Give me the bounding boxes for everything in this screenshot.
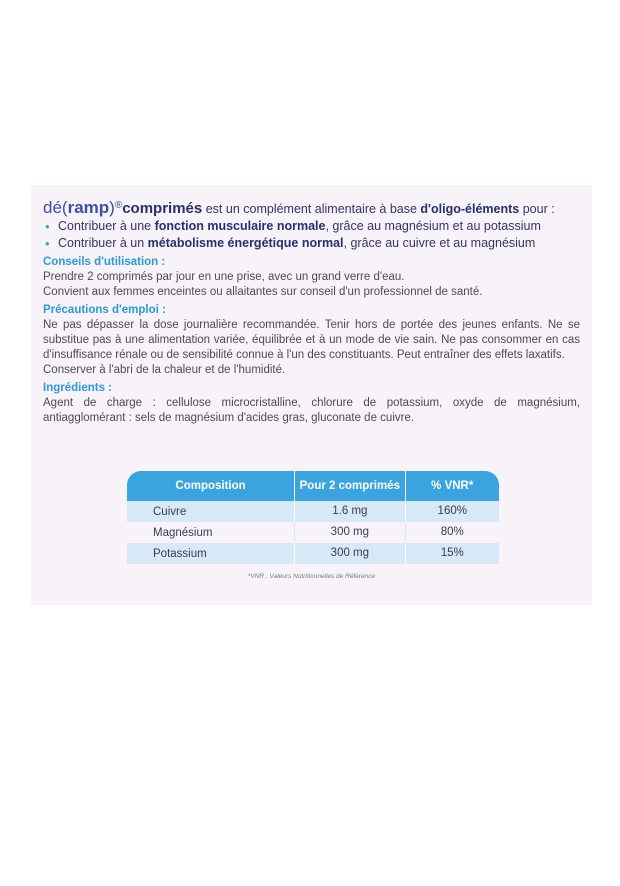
- bullet-icon: •: [45, 219, 50, 235]
- table-cell: 300 mg: [294, 522, 404, 543]
- column-header-composition: Composition: [175, 480, 246, 492]
- table-cell: Magnésium: [153, 526, 213, 539]
- table-cell: 15%: [405, 543, 499, 564]
- benefits-list: [43, 218, 580, 252]
- list-item: • Contribuer à une fonction musculaire normale, grâce au magnésium et au potassium: [45, 219, 541, 235]
- column-header-dose: Pour 2 comprimés: [294, 471, 404, 501]
- ingredients-text: Agent de charge : cellulose microcristalline, chlorure de potassium, oxyde de magnésium, antiagglomérant : sels de magnésium d'acides gras, gluconate de cuivre.: [43, 397, 580, 425]
- table-cell: 1.6 mg: [294, 501, 404, 522]
- intro-text-2: pour :: [519, 202, 555, 217]
- precautions-text-2: Conserver à l'abri de la chaleur et de l'humidité.: [43, 364, 286, 377]
- table-cell: 160%: [405, 501, 499, 522]
- precautions-heading: Précautions d'emploi :: [43, 304, 166, 317]
- registered-mark: ®: [114, 200, 123, 211]
- intro-text-1: est un complément alimentaire à base: [202, 202, 421, 217]
- table-cell: 80%: [405, 522, 499, 543]
- column-header-vnr: % VNR*: [405, 471, 500, 501]
- product-info-card: [31, 185, 592, 605]
- brand-logo: dé(ramp): [43, 198, 115, 218]
- intro-bold: d'oligo-éléments: [420, 202, 520, 217]
- bullet-icon: •: [45, 236, 50, 252]
- brand-word: comprimés: [122, 200, 203, 218]
- table-row: [127, 522, 499, 543]
- table-row: [127, 501, 499, 522]
- table-cell: Cuivre: [153, 505, 187, 518]
- usage-heading: Conseils d'utilisation :: [43, 256, 166, 269]
- intro-line: [43, 197, 580, 218]
- table-cell: Potassium: [153, 547, 207, 560]
- precautions-text-1: Ne pas dépasser la dose journalière recommandée. Tenir hors de portée des jeunes enfants. Ne se substitue pas à une alimentation variée, équilibrée et à un mode de vie sain. Ne pas consommer en cas d'insuffisance rénale ou de sensibilité connue à l'un des constituants. Peut entraîner des effets laxatifs.: [43, 319, 580, 362]
- footnote: *VNR : Valeurs Nutritionnelles de Référence: [247, 573, 376, 580]
- usage-text-2: Convient aux femmes enceintes ou allaitantes sur conseil d'un professionnel de santé.: [43, 286, 483, 299]
- ingredients-heading: Ingrédients :: [43, 382, 113, 395]
- usage-text-1: Prendre 2 comprimés par jour en une prise, avec un grand verre d'eau.: [43, 271, 405, 284]
- composition-table: [127, 471, 499, 564]
- table-cell: 300 mg: [294, 543, 404, 564]
- list-item: • Contribuer à un métabolisme énergétique normal, grâce au cuivre et au magnésium: [45, 236, 536, 252]
- table-row: [127, 543, 499, 564]
- table-header: [127, 471, 499, 501]
